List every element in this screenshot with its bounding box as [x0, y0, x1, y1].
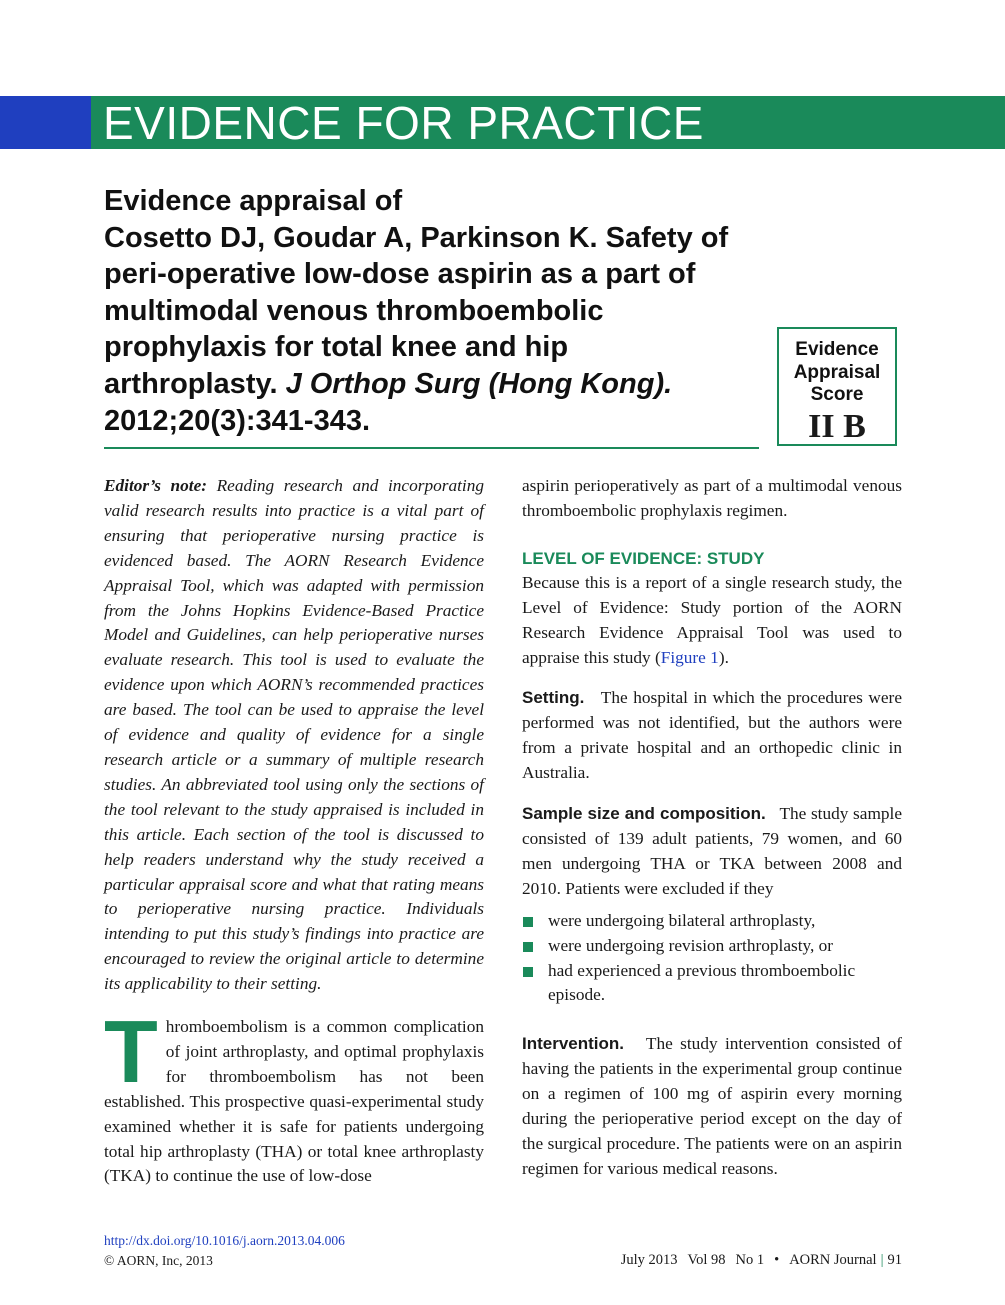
score-label-line: Score [810, 384, 864, 405]
journal-title: AORN Journal [789, 1252, 877, 1268]
editors-note-label: Editor’s note: [104, 476, 208, 495]
title-line: multimodal venous thromboembolic [104, 294, 604, 327]
score-value: II B [808, 407, 866, 445]
level-of-evidence-heading: LEVEL OF EVIDENCE: STUDY [522, 548, 765, 568]
bullet-square-icon [523, 967, 533, 977]
section-banner [0, 96, 1005, 149]
right-column [522, 474, 902, 1182]
list-item-text: were undergoing bilateral arthroplasty, [548, 910, 816, 930]
footer-left [104, 1231, 345, 1271]
level-text-end: ). [718, 647, 729, 667]
title-divider [104, 447, 759, 449]
list-item-text: had experienced a previous thromboembolic episode. [548, 960, 856, 1005]
setting-text: The hospital in which the procedures were performed was not identified, but the authors were from a private hospital and an orthopedic clinic in Australia. [522, 688, 902, 783]
title-line: prophylaxis for total knee and hip [104, 331, 569, 364]
issue-date: July 2013 [620, 1252, 678, 1268]
page-number: 91 [887, 1252, 902, 1268]
footer-bullet: • [774, 1252, 780, 1268]
intervention-text: The study intervention consisted of having the patients in the experimental group continue on a regimen of 100 mg of aspirin every morning during the perioperative period except on the day of the surgical procedure. The patients were on an aspirin regimen for various medical reasons. [522, 1034, 902, 1178]
title-line: peri-operative low-dose aspirin as a part of [104, 258, 696, 291]
bullet-square-icon [523, 917, 533, 927]
title-line [104, 366, 764, 403]
article-title [104, 183, 764, 439]
level-of-evidence-text [522, 571, 902, 671]
list-item [522, 959, 902, 1009]
title-line-text: arthroplasty. [104, 367, 286, 400]
sample-text: The study sample consisted of 139 adult patients, 79 women, and 60 men undergoing THA or TKA between 2008 and 2010. Patients were excluded if they [522, 804, 903, 898]
list-item-text: were undergoing revision arthroplasty, or [548, 935, 834, 955]
intro-continued: aspirin perioperatively as part of a multimodal venous thromboembolic prophylaxis regimen. [522, 476, 902, 520]
journal-name: J Orthop Surg (Hong Kong). [285, 367, 673, 400]
doi-link[interactable]: http://dx.doi.org/10.1016/j.aorn.2013.04.006 [104, 1233, 345, 1248]
intro-text: hromboembolism is a common complication of joint arthroplasty, and optimal prophylaxis for thromboembolism has not been established. This prospective quasi-experimental study examined whether it is safe for patients undergoing total hip arthroplasty (THA) or total knee arthroplasty (TKA) to continue the use of low-dose [104, 1017, 484, 1186]
intervention-paragraph [522, 1032, 902, 1181]
title-line: Evidence appraisal of [104, 185, 403, 217]
drop-cap: T [104, 1002, 158, 1102]
banner-side-block [0, 96, 91, 149]
issue-number: No 1 [735, 1252, 765, 1268]
sample-label: Sample size and composition. [522, 804, 766, 824]
setting-label: Setting. [522, 688, 585, 708]
citation: 2012;20(3):341-343. [104, 404, 371, 437]
left-column [104, 474, 484, 1189]
intro-paragraph [104, 1002, 484, 1189]
score-label [779, 339, 895, 407]
banner-title: EVIDENCE FOR PRACTICE [103, 97, 704, 149]
list-item [522, 909, 902, 934]
editors-note [104, 474, 484, 997]
intervention-label: Intervention. [522, 1034, 625, 1054]
setting-paragraph [522, 686, 902, 786]
level-text: Because this is a report of a single research study, the Level of Evidence: Study portion of the AORN Research Evidence Appraisal Tool was used to appraise this study ( [522, 572, 902, 667]
evidence-score-box [777, 327, 897, 446]
score-label-line: Appraisal [793, 361, 881, 383]
footer-divider: | [880, 1252, 884, 1268]
figure-1-link[interactable]: Figure 1 [660, 647, 719, 667]
footer-right [621, 1250, 902, 1270]
issue-volume: Vol 98 [687, 1252, 726, 1268]
copyright: © AORN, Inc, 2013 [104, 1253, 213, 1268]
exclusion-list [522, 909, 902, 1009]
list-item [522, 934, 902, 959]
bullet-square-icon [523, 942, 533, 952]
score-label-line: Evidence [795, 339, 879, 360]
editors-note-text: Reading research and incorporating valid research results into practice is a vital part of ensuring that perioperative nursing practice is evidenced based. The AORN Research Evidence Appraisal Tool, which was adapted with permission from the Johns Hopkins Evidence-Based Practice Model and Guidelines, can help perioperative nurses evaluate research. This tool is used to evaluate the evidence upon which AORN’s recommended practices are based. The tool can be used to appraise the level of evidence and quality of evidence for a single research article or a summary of multiple research studies. An abbreviated tool using only the sections of the tool relevant to the study appraised is included in this article. Each section of the tool is discussed to help readers understand why the study received a particular appraisal score and what that rating means to perioperative nursing practice. Individuals intending to put this study’s findings into practice are encouraged to review the original article to determine its applicability to their setting. [104, 476, 484, 994]
title-line: Cosetto DJ, Goudar A, Parkinson K. Safety of [104, 221, 729, 254]
sample-paragraph [522, 802, 902, 902]
